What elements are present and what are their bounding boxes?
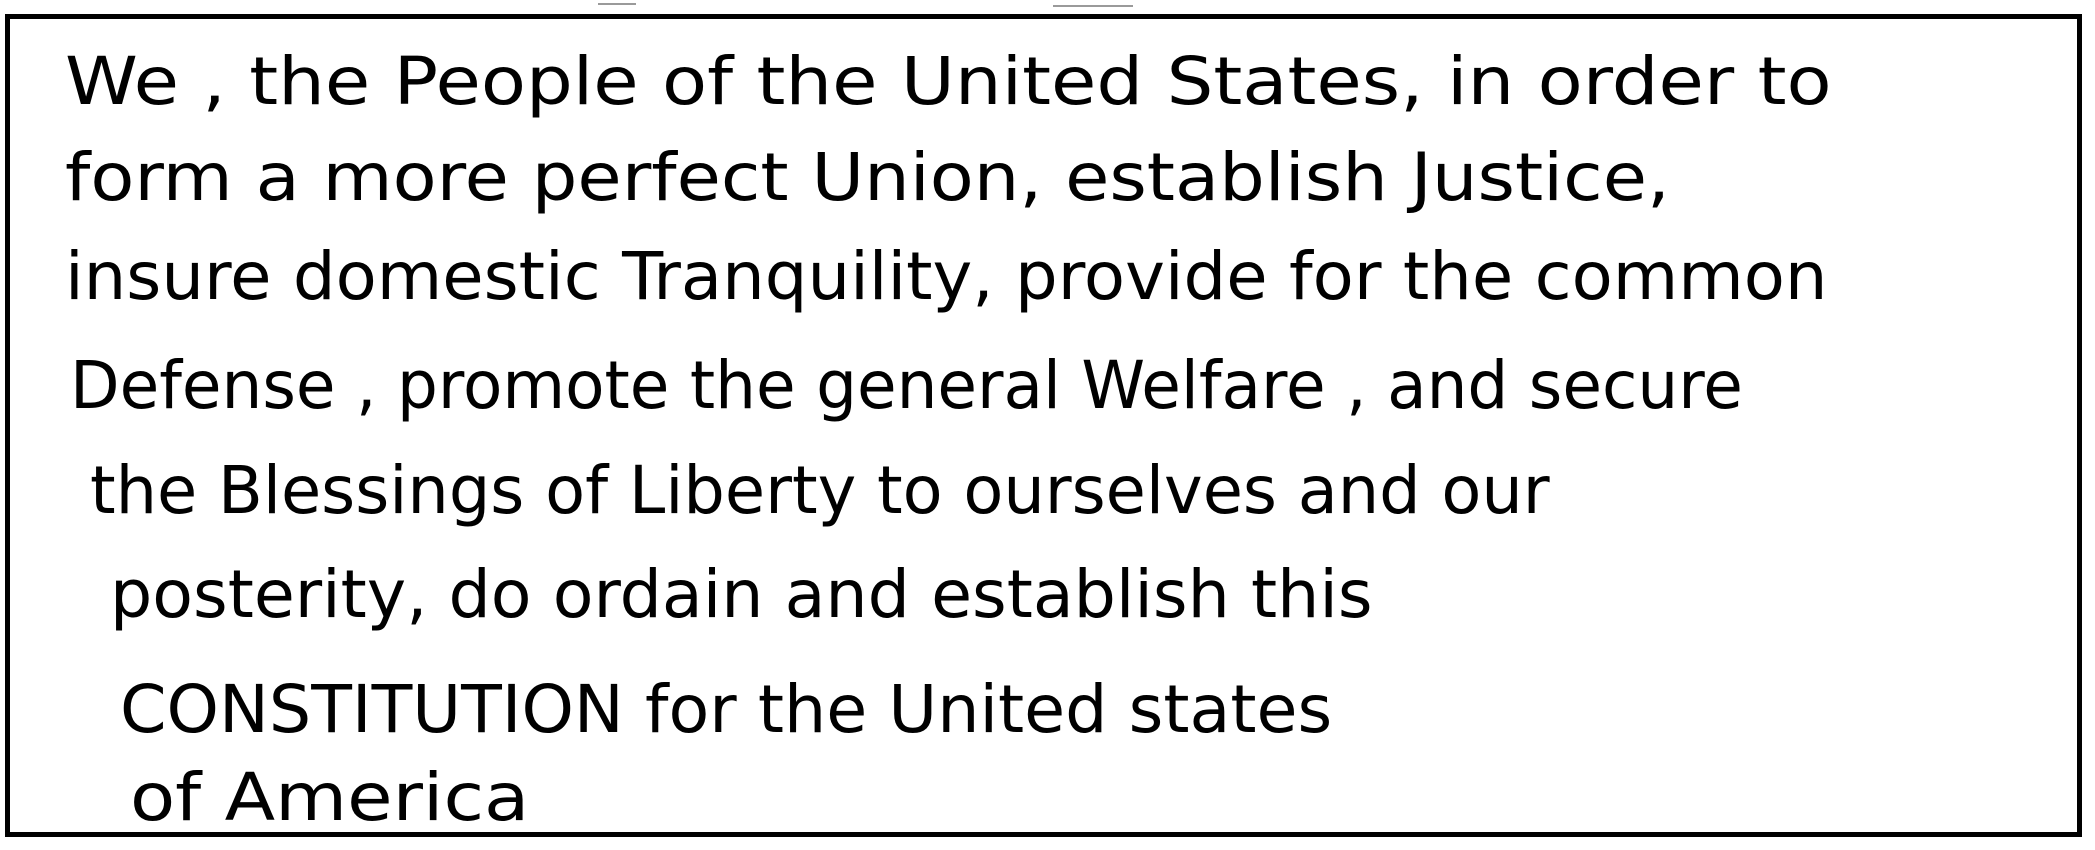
handwritten-line: CONSTITUTION for the United states [120, 671, 1333, 748]
handwritten-line: form a more perfect Union, establish Justice, [65, 139, 1670, 216]
handwritten-line: posterity, do ordain and establish this [110, 556, 1373, 633]
handwritten-line: the Blessings of Liberty to ourselves and our [90, 452, 1550, 529]
scan-artifact [1053, 5, 1133, 7]
handwritten-line: insure domestic Tranquility, provide for the common [65, 238, 1828, 315]
scan-artifact [598, 3, 636, 5]
handwritten-line: We , the People of the United States, in order to [65, 43, 1832, 120]
handwritten-line: of America [130, 759, 530, 836]
handwriting-frame [5, 14, 2082, 837]
handwritten-line: Defense , promote the general Welfare , and secure [70, 347, 1743, 424]
